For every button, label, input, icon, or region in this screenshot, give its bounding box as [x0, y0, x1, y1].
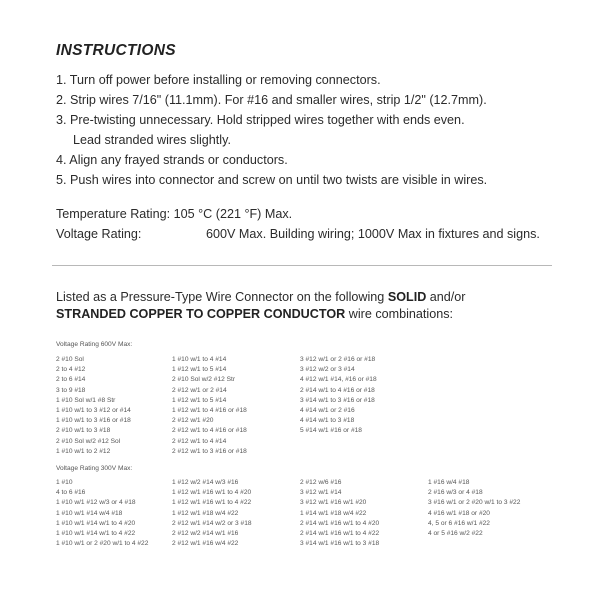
listing-line-1 [56, 289, 556, 306]
instruction-steps [56, 70, 586, 190]
wire-combination-cell: 5 #14 w/1 #16 or #18 [300, 427, 362, 435]
wire-combination-cell: 2 #10 Sol w/2 #12 Sol [56, 437, 121, 445]
wire-combination-cell: 1 #10 w/1 to 3 #12 or #14 [56, 406, 131, 414]
table-600v-col-1 [56, 355, 186, 457]
listing-line-1-pre: Listed as a Pressure-Type Wire Connector on the following [56, 290, 388, 304]
step-2 [56, 90, 586, 110]
table-300v-col-2 [172, 478, 302, 549]
wire-combination-cell: 1 #10 w/1 to 3 #16 or #18 [56, 417, 131, 425]
wire-combination-cell: 1 #10 w/1 #14 w/1 to 4 #22 [56, 529, 136, 537]
wire-combination-cell: 1 #10 Sol w/1 #8 Str [56, 396, 116, 404]
wire-combination-cell [300, 447, 430, 457]
step-5 [56, 170, 586, 190]
voltage-rating [56, 224, 540, 244]
wire-combination-cell: 4, 5 or 6 #16 w/1 #22 [428, 519, 490, 527]
wire-combination-cell: 1 #10 w/1 to 2 #12 [56, 447, 111, 455]
step-5-text: 5. Push wires into connector and screw on until two twists are visible in wires. [56, 173, 488, 187]
wire-combination-cell: 3 #12 w/1 or 2 #16 or #18 [300, 356, 376, 363]
wire-combination-cell [428, 539, 558, 549]
step-1-text: 1. Turn off power before installing or removing connectors. [56, 73, 381, 87]
step-3 [56, 110, 586, 150]
wire-combination-cell: 1 #10 w/1 #14 w/1 to 4 #20 [56, 519, 136, 527]
wire-combination-cell: 4 or 5 #16 w/2 #22 [428, 529, 483, 537]
table-600v-label: Voltage Rating 600V Max: [56, 341, 133, 348]
wire-combination-cell: 3 #12 w/1 #16 w/1 #20 [300, 499, 367, 507]
wire-combination-cell: 2 to 6 #14 [56, 376, 86, 384]
wire-combination-cell: 2 to 4 #12 [56, 366, 86, 374]
step-4 [56, 150, 586, 170]
table-300v-label: Voltage Rating 300V Max: [56, 465, 133, 472]
wire-combination-cell: 1 #10 w/1 #12 w/3 or 4 #18 [56, 499, 136, 507]
wire-combination-cell: 3 #12 w/1 #14 [300, 489, 342, 497]
wire-combination-cell: 2 #12 w/1 #20 [172, 417, 214, 425]
step-2-text: 2. Strip wires 7/16" (11.1mm). For #16 and smaller wires, strip 1/2" (12.7mm). [56, 93, 487, 107]
table-300v-col-1 [56, 478, 186, 549]
wire-combination-cell: 1 #12 w/1 to 5 #14 [172, 396, 227, 404]
table-600v-col-2 [172, 355, 302, 457]
wire-combination-cell: 2 #14 w/1 to 4 #16 or #18 [300, 386, 375, 394]
wire-combination-cell: 3 #12 w/2 or 3 #14 [300, 366, 355, 374]
wire-combination-cell: 4 #14 w/1 or 2 #16 [300, 406, 355, 414]
listing-line-1-bold: SOLID [387, 290, 427, 304]
wire-combination-cell: 3 #14 w/1 to 3 #16 or #18 [300, 396, 375, 404]
voltage-rating-value: 600V Max. Building wiring; 1000V Max in fixtures and signs. [206, 227, 540, 241]
wire-combination-cell: 2 #10 Sol w/2 #12 Str [172, 376, 236, 384]
wire-combination-cell: 1 #12 w/1 #16 w/1 to 4 #22 [172, 499, 252, 507]
step-4-text: 4. Align any frayed strands or conductors. [56, 153, 288, 167]
temperature-rating [56, 204, 540, 224]
table-300v-col-4 [428, 478, 558, 549]
listing-line-2 [56, 306, 556, 323]
ratings-block [56, 204, 540, 244]
wire-combination-cell: 3 to 9 #18 [56, 386, 86, 394]
wire-combination-cell: 2 #12 w/1 to 4 #16 or #18 [172, 427, 247, 435]
wire-combination-cell: 1 #12 w/1 #18 w/4 #22 [172, 509, 239, 517]
wire-combination-cell: 2 #14 w/1 #16 w/1 to 4 #22 [300, 529, 380, 537]
wire-combination-cell: 1 #14 w/1 #18 w/4 #22 [300, 509, 367, 517]
listing-line-2-post: wire combinations: [345, 307, 454, 321]
wire-combination-cell: 1 #12 w/1 #16 w/1 to 4 #20 [172, 489, 252, 497]
wire-combination-cell: 4 to 6 #16 [56, 489, 86, 497]
wire-combination-cell: 1 #16 w/4 #18 [428, 479, 470, 486]
wire-combination-cell: 2 #12 w/1 or 2 #14 [172, 386, 227, 394]
wire-combination-cell: 2 #10 Sol [56, 356, 84, 363]
voltage-rating-label: Voltage Rating: [56, 227, 142, 241]
wire-combination-cell: 2 #12 w/6 #16 [300, 479, 342, 486]
wire-combination-cell: 2 #14 w/1 #16 w/1 to 4 #20 [300, 519, 380, 527]
wire-combination-cell: 1 #12 w/1 to 5 #14 [172, 366, 227, 374]
wire-combination-cell: 3 #14 w/1 #16 w/1 to 3 #18 [300, 540, 380, 548]
wire-combination-cell: 2 #12 w/2 #14 w/1 #16 [172, 529, 239, 537]
table-600v-col-3 [300, 355, 430, 457]
listing-line-1-post: and/or [426, 290, 466, 304]
wire-combination-cell: 1 #10 [56, 479, 73, 486]
wire-combination-cell: 2 #16 w/3 or 4 #18 [428, 489, 483, 497]
step-1 [56, 70, 586, 90]
section-divider [52, 265, 552, 266]
temperature-rating-label: Temperature Rating: [56, 207, 171, 221]
temperature-rating-value: 105 °C (221 °F) Max. [173, 207, 293, 221]
listing-statement [56, 289, 556, 323]
wire-combination-cell: 4 #14 w/1 to 3 #18 [300, 417, 355, 425]
wire-combination-cell: 1 #10 w/1 or 2 #20 w/1 to 4 #22 [56, 540, 149, 548]
wire-combination-cell: 1 #12 w/1 to 4 #16 or #18 [172, 406, 247, 414]
wire-combination-cell: 1 #10 w/1 to 4 #14 [172, 356, 227, 363]
wire-combination-cell: 3 #16 w/1 or 2 #20 w/1 to 3 #22 [428, 499, 521, 507]
step-3-text: 3. Pre-twisting unnecessary. Hold stripped wires together with ends even. [56, 113, 465, 127]
wire-combination-cell: 1 #10 w/1 #14 w/4 #18 [56, 509, 123, 517]
wire-combination-cell: 4 #12 w/1 #14, #16 or #18 [300, 376, 377, 384]
wire-combination-cell: 4 #16 w/1 #18 or #20 [428, 509, 490, 517]
step-3-continuation: Lead stranded wires slightly. [73, 133, 231, 147]
listing-line-2-bold: STRANDED COPPER TO COPPER CONDUCTOR [56, 307, 346, 321]
wire-combination-cell: 2 #10 w/1 to 3 #18 [56, 427, 111, 435]
wire-combination-cell: 1 #12 w/2 #14 w/3 #16 [172, 479, 239, 486]
wire-combination-cell: 2 #12 w/1 #16 w/4 #22 [172, 540, 239, 548]
table-300v-col-3 [300, 478, 430, 549]
instructions-heading: INSTRUCTIONS [56, 42, 176, 59]
wire-combination-cell: 2 #12 w/1 to 3 #16 or #18 [172, 447, 247, 455]
wire-combination-cell: 2 #12 w/1 to 4 #14 [172, 437, 227, 445]
wire-combination-cell [300, 437, 430, 447]
wire-combination-cell: 2 #12 w/1 #14 w/2 or 3 #18 [172, 519, 252, 527]
